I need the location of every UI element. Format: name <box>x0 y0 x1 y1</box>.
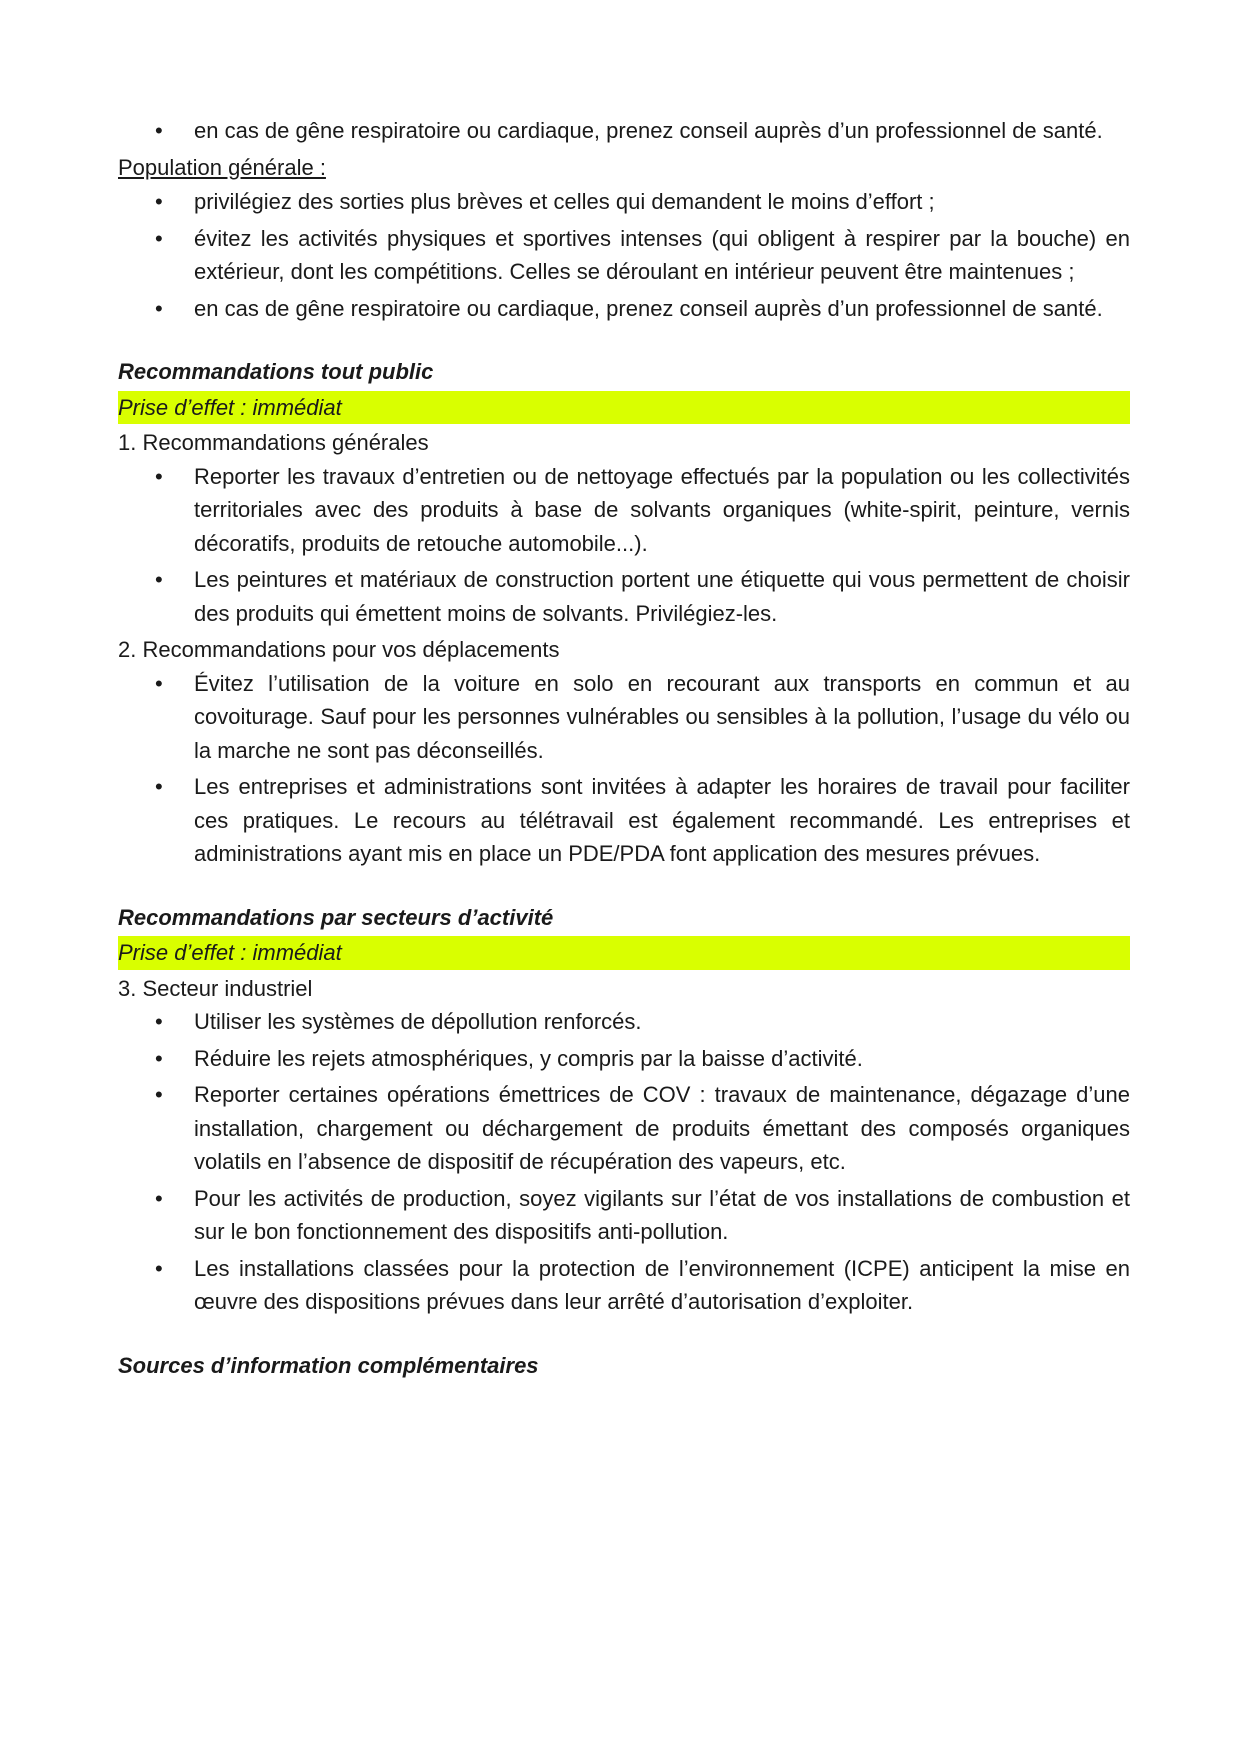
list-item-text: Reporter les travaux d’entretien ou de nettoyage effectués par la population ou les collectivités territoriales avec des produits à base de solvants organiques (white-spirit, peinture, vernis décoratifs, produits de retouche automobile...). <box>194 463 1130 556</box>
section2-bullet-list <box>118 667 1130 871</box>
document-page <box>118 114 1130 1384</box>
list-item-text: Reporter certaines opérations émettrices de COV : travaux de maintenance, dégazage d’une installation, chargement ou déchargement de produits émettant des composés organiques volatils en l’absence de dispositif de récupération des vapeurs, etc. <box>194 1082 1130 1174</box>
bullet-icon: • <box>155 463 163 489</box>
bullet-icon: • <box>155 670 163 696</box>
bullet-icon: • <box>155 225 163 251</box>
list-item-text: évitez les activités physiques et sportives intenses (qui obligent à respirer par la bouche) en extérieur, dont les compétitions. Celles se déroulant en intérieur peuvent être maintenues ; <box>194 225 1130 284</box>
section-title-tout-public: Recommandations tout public <box>118 359 434 384</box>
section3-bullet-list <box>118 1005 1130 1319</box>
effect-banner: Prise d’effet : immédiat <box>118 391 1130 425</box>
population-bullet-list <box>118 185 1130 325</box>
list-item-text: privilégiez des sorties plus brèves et celles qui demandent le moins d’effort ; <box>194 189 935 214</box>
list-item-text: Évitez l’utilisation de la voiture en solo en recourant aux transports en commun et au covoiturage. Sauf pour les personnes vulnérables ou sensibles à la pollution, l’usage du vélo ou la marche ne sont pas déconseillés. <box>194 670 1130 763</box>
bullet-icon: • <box>155 1255 163 1281</box>
list-item <box>118 222 1130 289</box>
list-item <box>118 1182 1130 1249</box>
bullet-icon: • <box>155 295 163 321</box>
effect-banner: Prise d’effet : immédiat <box>118 936 1130 970</box>
list-item-text: Les entreprises et administrations sont invitées à adapter les horaires de travail pour faciliter ces pratiques. Le recours au télétravail est également recommandé. Les entreprises et administrations ayant mis en place un PDE/PDA font application des mesures prévues. <box>194 774 1130 866</box>
list-item-text: Pour les activités de production, soyez vigilants sur l’état de vos installations de combustion et sur le bon fonctionnement des dispositifs anti-pollution. <box>194 1185 1130 1244</box>
bullet-icon: • <box>155 1185 163 1211</box>
bullet-icon: • <box>155 1082 163 1107</box>
list-item <box>118 1252 1130 1319</box>
list-item <box>118 667 1130 768</box>
subsection-heading: 2. Recommandations pour vos déplacements <box>118 637 560 662</box>
list-item-text: Réduire les rejets atmosphériques, y compris par la baisse d’activité. <box>194 1045 863 1071</box>
list-item-text: Les installations classées pour la protection de l’environnement (ICPE) anticipent la mise en œuvre des dispositions prévues dans leur arrêté d’autorisation d’exploiter. <box>194 1255 1130 1314</box>
bullet-icon: • <box>155 118 163 143</box>
top-bullet-list <box>118 114 1130 148</box>
list-item <box>118 114 1130 148</box>
list-item-text: Utiliser les systèmes de dépollution renforcés. <box>194 1009 642 1034</box>
list-item <box>118 292 1130 326</box>
list-item <box>118 460 1130 561</box>
bullet-icon: • <box>155 1045 163 1071</box>
section1-bullet-list <box>118 460 1130 631</box>
list-item <box>118 563 1130 630</box>
list-item-text: Les peintures et matériaux de construction portent une étiquette qui vous permettent de choisir des produits qui émettent moins de solvants. Privilégiez-les. <box>194 567 1130 626</box>
bullet-icon: • <box>155 1009 163 1034</box>
list-item-text: en cas de gêne respiratoire ou cardiaque, prenez conseil auprès d’un professionnel de santé. <box>194 118 1103 143</box>
bullet-icon: • <box>155 189 163 214</box>
bullet-icon: • <box>155 567 163 592</box>
list-item <box>118 185 1130 219</box>
list-item <box>118 770 1130 871</box>
section-title-sources: Sources d’information complémentaires <box>118 1352 539 1378</box>
list-item <box>118 1005 1130 1039</box>
list-item <box>118 1078 1130 1179</box>
list-item <box>118 1042 1130 1076</box>
subsection-heading: 3. Secteur industriel <box>118 975 313 1001</box>
list-item-text: en cas de gêne respiratoire ou cardiaque, prenez conseil auprès d’un professionnel de santé. <box>194 295 1103 321</box>
bullet-icon: • <box>155 774 163 799</box>
population-heading: Population générale : <box>118 154 326 180</box>
subsection-heading: 1. Recommandations générales <box>118 430 429 455</box>
section-title-secteurs: Recommandations par secteurs d’activité <box>118 904 554 930</box>
